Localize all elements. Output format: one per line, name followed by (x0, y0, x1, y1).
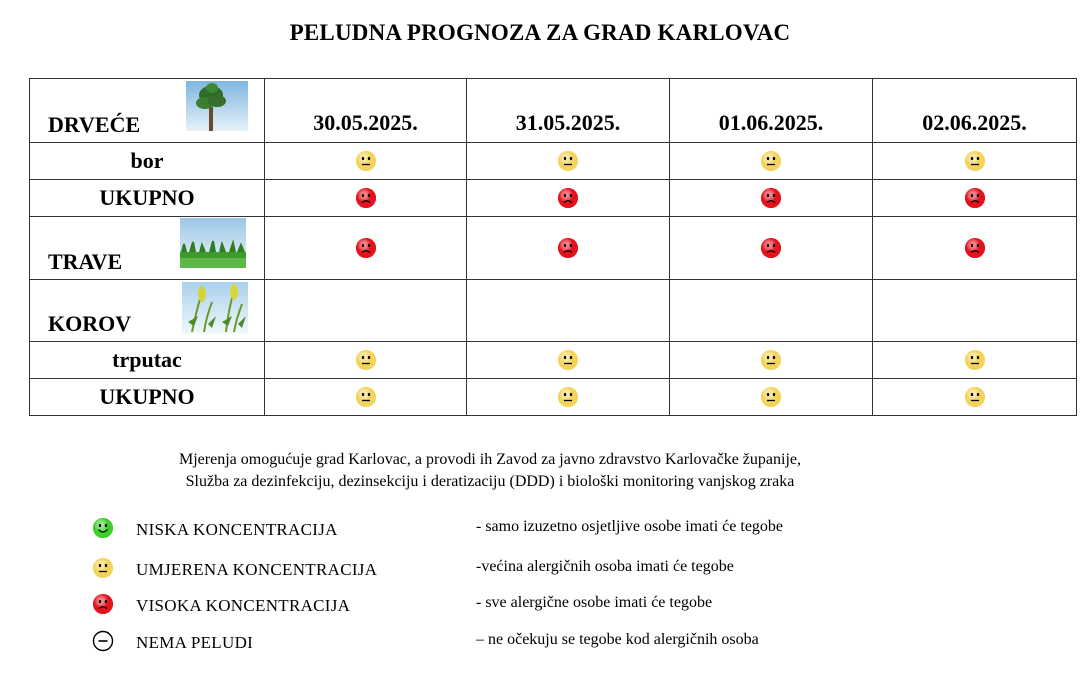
grass-icon (180, 218, 246, 268)
legend-low-label: NISKA KONCENTRACIJA (136, 520, 338, 539)
trees-group-cell (30, 79, 265, 143)
legend-high-label: VISOKA KONCENTRACIJA (136, 596, 351, 615)
pollen-forecast-table (29, 78, 1077, 416)
high-face-icon (557, 187, 579, 209)
moderate-face-icon (760, 386, 782, 408)
no-pollen-icon (92, 630, 114, 652)
header-row (30, 79, 1077, 143)
moderate-face-icon (557, 349, 579, 371)
legend-low-desc: - samo izuzetno osjetljive osobe imati će tegobe (476, 518, 784, 535)
moderate-face-icon (557, 386, 579, 408)
moderate-face-icon (760, 349, 782, 371)
high-face-icon (760, 237, 782, 259)
grasses-group-cell (30, 217, 265, 280)
weed-icon (182, 282, 248, 334)
moderate-face-icon (92, 557, 114, 579)
high-face-icon (355, 187, 377, 209)
legend-moderate-label: UMJERENA KONCENTRACIJA (136, 560, 378, 579)
trees-total-row (30, 180, 1077, 217)
moderate-face-icon (355, 150, 377, 172)
date-header: 01.06.2025. (670, 79, 873, 143)
empty-cell (873, 280, 1077, 342)
trees-group-label: DRVEĆE (48, 112, 141, 137)
low-face-icon (92, 517, 114, 539)
row-label-trees-total: UKUPNO (30, 180, 265, 217)
date-header: 30.05.2025. (265, 79, 467, 143)
row-label-weeds-total: UKUPNO (30, 379, 265, 416)
note-line-1: Mjerenja omogućuje grad Karlovac, a provodi ih Zavod za javno zdravstvo Karlovačke županije, (179, 451, 801, 468)
weeds-row (30, 280, 1077, 342)
legend-moderate-desc: -većina alergičnih osoba imati će tegobe (476, 558, 734, 575)
moderate-face-icon (557, 150, 579, 172)
bor-row (30, 143, 1077, 180)
moderate-face-icon (964, 349, 986, 371)
grasses-row (30, 217, 1077, 280)
tree-icon (186, 81, 248, 131)
moderate-face-icon (964, 150, 986, 172)
moderate-face-icon (355, 349, 377, 371)
legend-none-desc: – ne očekuju se tegobe kod alergičnih osoba (476, 631, 759, 648)
note-line-2: Služba za dezinfekciju, dezinsekciju i deratizaciju (DDD) i biološki monitoring vanjskog zraka (185, 473, 795, 490)
empty-cell (467, 280, 670, 342)
row-label-trputac: trputac (30, 342, 265, 379)
moderate-face-icon (760, 150, 782, 172)
weeds-total-row (30, 379, 1077, 416)
empty-cell (670, 280, 873, 342)
row-label-bor: bor (30, 143, 265, 180)
date-header: 02.06.2025. (873, 79, 1077, 143)
weeds-group-label: KOROV (48, 311, 132, 336)
page-title: PELUDNA PROGNOZA ZA GRAD KARLOVAC (289, 20, 791, 45)
moderate-face-icon (964, 386, 986, 408)
grasses-group-label: TRAVE (48, 249, 123, 274)
moderate-face-icon (355, 386, 377, 408)
high-face-icon (760, 187, 782, 209)
high-face-icon (92, 593, 114, 615)
high-face-icon (355, 237, 377, 259)
high-face-icon (964, 237, 986, 259)
weeds-group-cell (30, 280, 265, 342)
date-header: 31.05.2025. (467, 79, 670, 143)
measurement-note (0, 449, 980, 493)
high-face-icon (557, 237, 579, 259)
empty-cell (265, 280, 467, 342)
legend-high-desc: - sve alergične osobe imati će tegobe (476, 594, 713, 611)
trputac-row (30, 342, 1077, 379)
legend-none-label: NEMA PELUDI (136, 633, 254, 652)
high-face-icon (964, 187, 986, 209)
